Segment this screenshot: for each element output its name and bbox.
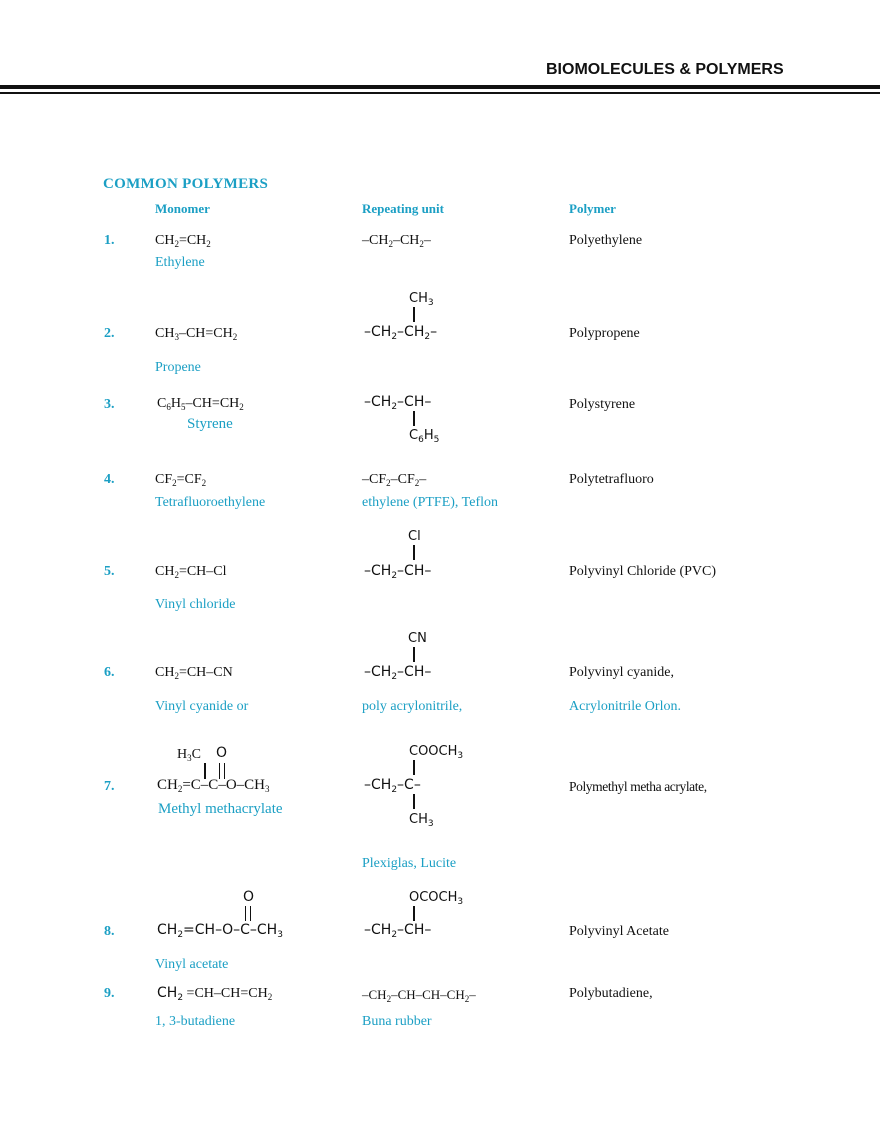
row-7-methyl-group: $H_3C$ bbox=[177, 747, 201, 763]
row-4-repeating-unit: $-CF_2-CF_2-$ bbox=[362, 472, 427, 488]
row-9-polymer: Polybutadiene, bbox=[569, 986, 653, 1001]
row-2-polymer: Polypropene bbox=[569, 326, 640, 341]
row-2-repeating-unit: $-CH_2-CH_2-$ bbox=[364, 324, 438, 342]
row-7-carbonyl-oxygen: O bbox=[216, 745, 228, 761]
row-6-monomer-formula: $CH_2=CH-CN$ bbox=[155, 665, 233, 681]
row-8-number: 8. bbox=[104, 924, 115, 939]
row-4-number: 4. bbox=[104, 472, 115, 487]
column-header-polymer: Polymer bbox=[569, 201, 616, 216]
row-3-substituent: $C_6H_5$ bbox=[409, 428, 440, 445]
row-7-repeating-note: Plexiglas, Lucite bbox=[362, 856, 457, 871]
row-6-polymer-note: Acrylonitrile Orlon. bbox=[569, 699, 681, 714]
row-2-monomer-name: Propene bbox=[155, 360, 201, 375]
row-5-polymer: Polyvinyl Chloride (PVC) bbox=[569, 564, 717, 579]
row-5-repeating-unit: $-CH_2-CH-$ bbox=[364, 563, 432, 581]
row-4-repeating-note: ethylene (PTFE), Teflon bbox=[362, 495, 499, 510]
row-7-substituent-bottom: $CH_3$ bbox=[409, 812, 434, 829]
row-6-monomer-name: Vinyl cyanide or bbox=[155, 699, 249, 714]
row-6-substituent: CN bbox=[408, 631, 427, 646]
row-6-bond bbox=[413, 647, 415, 662]
row-8-polymer: Polyvinyl Acetate bbox=[569, 924, 669, 939]
row-4-polymer: Polytetrafluoro bbox=[569, 472, 654, 487]
header-rule-thin bbox=[0, 92, 880, 94]
row-8-substituent: $OCOCH_3$ bbox=[409, 890, 464, 907]
row-7-monomer-name: Methyl methacrylate bbox=[158, 801, 283, 817]
row-6-number: 6. bbox=[104, 665, 115, 680]
row-7-bond-bottom bbox=[413, 794, 415, 809]
row-3-bond bbox=[413, 411, 415, 426]
row-4-monomer-name: Tetrafluoroethylene bbox=[155, 495, 266, 510]
row-8-monomer-formula: $CH_2=CH-O-C-CH_3$ bbox=[157, 922, 283, 940]
row-9-monomer-name: 1, 3-butadiene bbox=[155, 1014, 236, 1029]
section-title: COMMON POLYMERS bbox=[103, 176, 269, 192]
row-3-monomer-formula: $C_6H_5-CH=CH_2$ bbox=[157, 396, 244, 412]
row-7-polymer: Polymethyl metha acrylate, bbox=[569, 779, 707, 794]
row-6-repeating-unit: $-CH_2-CH-$ bbox=[364, 664, 432, 682]
row-2-number: 2. bbox=[104, 326, 115, 341]
row-4-monomer-formula: $CF_2=CF_2$ bbox=[155, 472, 207, 488]
row-8-bond bbox=[413, 906, 415, 921]
row-8-carbonyl-double-bond bbox=[245, 906, 251, 921]
row-3-number: 3. bbox=[104, 397, 115, 412]
row-7-monomer-formula: $CH_2=C-C-O-CH_3$ bbox=[157, 777, 270, 794]
row-8-carbonyl-oxygen: O bbox=[243, 889, 255, 905]
row-6-repeating-note: poly acrylonitrile, bbox=[362, 699, 463, 714]
row-5-substituent: Cl bbox=[408, 529, 421, 544]
row-3-monomer-name: Styrene bbox=[187, 416, 233, 432]
row-6-polymer: Polyvinyl cyanide, bbox=[569, 665, 674, 680]
row-9-repeating-unit: $-CH_2-CH-CH-CH_2-$ bbox=[362, 987, 476, 1004]
row-8-repeating-unit: $-CH_2-CH-$ bbox=[364, 922, 432, 940]
row-5-bond bbox=[413, 545, 415, 560]
row-1-monomer-name: Ethylene bbox=[155, 255, 205, 270]
row-1-repeating-unit: $-CH_2-CH_2-$ bbox=[362, 233, 431, 249]
row-2-bond bbox=[413, 307, 415, 322]
row-1-monomer-formula: $CH_2=CH_2$ bbox=[155, 233, 211, 249]
row-7-substituent-top: $COOCH_3$ bbox=[409, 744, 464, 761]
row-8-monomer-name: Vinyl acetate bbox=[155, 957, 229, 972]
row-9-number: 9. bbox=[104, 986, 115, 1001]
row-1-polymer: Polyethylene bbox=[569, 233, 643, 248]
row-1-number: 1. bbox=[104, 233, 115, 248]
row-9-monomer-formula: $CH_2 =CH-CH=CH_2$ bbox=[157, 985, 273, 1003]
row-9-repeating-note: Buna rubber bbox=[362, 1014, 432, 1029]
column-header-monomer: Monomer bbox=[155, 201, 210, 216]
row-5-monomer-formula: $CH_2=CH-Cl$ bbox=[155, 564, 227, 580]
row-5-monomer-name: Vinyl chloride bbox=[155, 597, 236, 612]
page-header-title: BIOMOLECULES & POLYMERS bbox=[546, 61, 784, 78]
row-3-polymer: Polystyrene bbox=[569, 397, 636, 412]
row-2-monomer-formula: $CH_3-CH=CH_2$ bbox=[155, 326, 238, 342]
header-rule-thick bbox=[0, 85, 880, 89]
row-7-repeating-unit: $-CH_2-C-$ bbox=[364, 777, 421, 795]
row-2-substituent: $CH_3$ bbox=[409, 291, 434, 308]
column-header-repeating-unit: Repeating unit bbox=[362, 201, 444, 216]
row-3-repeating-unit: $-CH_2-CH-$ bbox=[364, 394, 432, 412]
row-7-number: 7. bbox=[104, 779, 115, 794]
row-7-bond-top bbox=[413, 760, 415, 775]
row-5-number: 5. bbox=[104, 564, 115, 579]
